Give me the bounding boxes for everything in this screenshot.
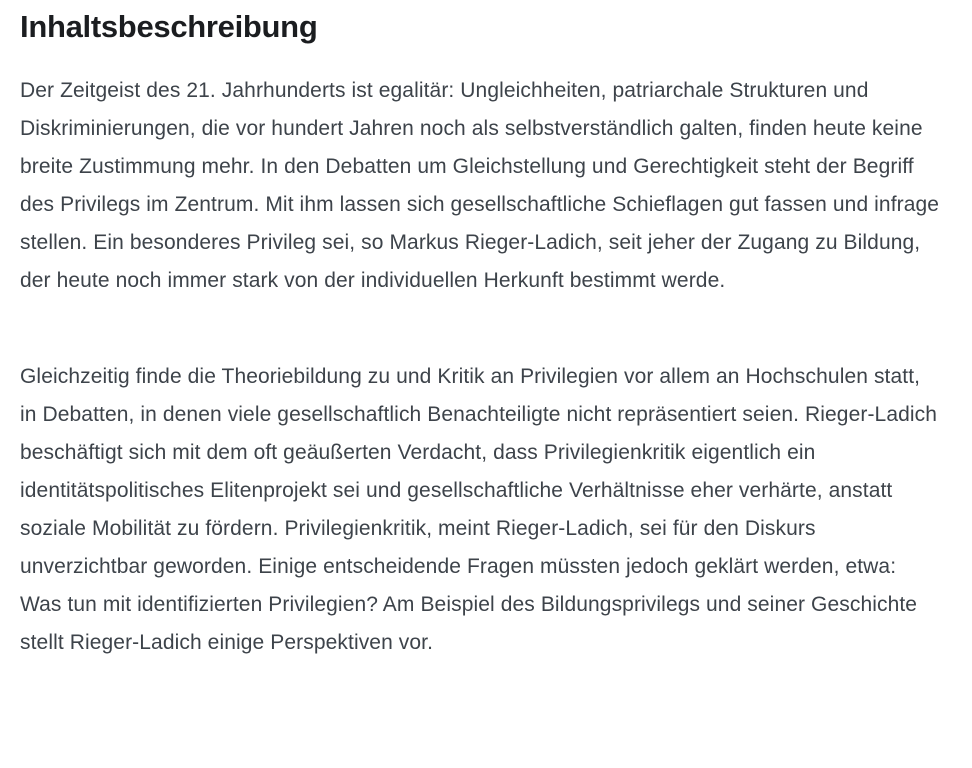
page-title: Inhaltsbeschreibung [20, 9, 318, 44]
description-paragraph-1: Der Zeitgeist des 21. Jahrhunderts ist egalitär: Ungleichheiten, patriarchale Strukturen und Diskriminierungen, die vor hundert Jahren noch als selbstverständlich galten, finden heute keine breite Zustimmung mehr. In den Debatten um Gleichstellung und Gerechtigkeit steht der Begriff des Privilegs im Zentrum. Mit ihm lassen sich gesellschaftliche Schieflagen gut fassen und infrage stellen. Ein besonderes Privileg sei, so Markus Rieger-Ladich, seit jeher der Zugang zu Bildung, der heute noch immer stark von der individuellen Herkunft bestimmt werde. [20, 79, 940, 292]
description-paragraph-2: Gleichzeitig finde die Theoriebildung zu und Kritik an Privilegien vor allem an Hochschulen statt, in Debatten, in denen viele gesellschaftlich Benachteiligte nicht repräsentiert seien. Rieger-Ladich beschäftigt sich mit dem oft geäußerten Verdacht, dass Privilegienkritik eigentlich ein identitätspolitisches Elitenprojekt sei und gesellschaftliche Verhältnisse eher verhärte, anstatt soziale Mobilität zu fördern. Privilegienkritik, meint Rieger-Ladich, sei für den Diskurs unverzichtbar geworden. Einige entscheidende Fragen müssten jedoch geklärt werden, etwa: Was tun mit identifizierten Privilegien? Am Beispiel des Bildungsprivilegs und seiner Geschichte stellt Rieger-Ladich einige Perspektiven vor. [20, 365, 938, 654]
